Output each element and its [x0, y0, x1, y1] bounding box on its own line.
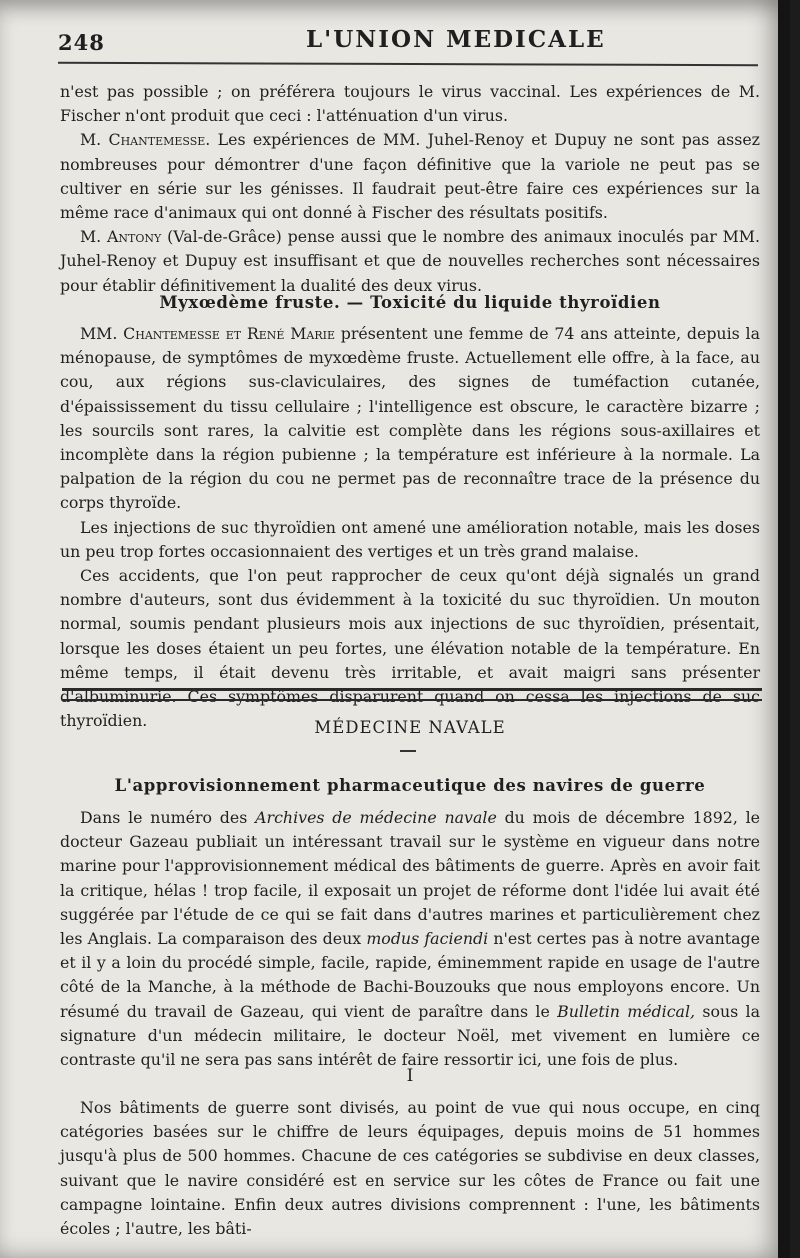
paragraph: Les injections de suc thyroïdien ont amené une amélioration notable, mais les doses un peu trop fortes occasionnaient des vertiges et un très grand malaise. — [60, 517, 760, 561]
journal-title: L'UNION MEDICALE — [306, 26, 606, 53]
paragraph: Nos bâtiments de guerre sont divisés, au point de vue qui nous occupe, en cinq catégories basées sur le chiffre de leurs équipages, depuis moins de 51 hommes jusqu'à plus de 500 hommes. Chacune de ces catégories se subdivise en deux classes, suivant que le navire considéré est en service sur les côtes de France ou fait une campagne lointaine. Enfin deux autres divisions comprennent : l'une, les bâtiments écoles ; l'autre, les bâti- — [60, 1098, 760, 1239]
italic-title: Archives de médecine navale — [255, 808, 497, 827]
section-divider — [62, 688, 762, 701]
italic-title: Bulletin médical, — [557, 1001, 696, 1021]
article-title: L'approvisionnement pharmaceutique des navires de guerre — [114, 776, 706, 795]
text-run: sous la signature d'un médecin militaire, le docteur Noël, met vivement en lumière ce contraste qu'il ne sera pas sans intérêt de faire ressortir ici, une fois de plus. — [60, 1001, 761, 1070]
article-intro — [60, 806, 760, 1072]
myxoedeme-block — [60, 322, 760, 733]
header-rule — [58, 62, 758, 66]
section-numeral: I — [406, 1066, 414, 1086]
paragraph — [60, 225, 760, 298]
page-edge-shadow — [778, 0, 790, 1258]
paragraph: Ces accidents, que l'on peut rapprocher de ceux qu'ont déjà signalés un grand nombre d'auteurs, sont dus évidemment à la toxicité du suc thyroïdien. Un mouton normal, soumis pendant plusieurs mois aux injections de suc thyroïdien, présentait, lorsque les doses étaient un peu fortes, une élévation notable de la température. En même temps, il était devenu très irritable, et avait maigri sans présenter d'albuminurie. Ces symptômes disparurent quand on cessa les injections de suc thyroïdien. — [60, 566, 760, 731]
paragraph-text: (Val-de-Grâce) pense aussi que le nombre des animaux inoculés par MM. Juhel-Renoy et Dupuy est insuffisant et que de nouvelles recherches sont nécessaires pour établir définitivement la dualité des deux virus. — [60, 227, 760, 295]
text-run: du mois de décembre 1892, le docteur Gazeau publiait un intéressant travail sur le système en vigueur dans notre marine pour l'approvisionnement médical des bâtiments de guerre. Après en avoir fait la critique, hélas ! trop facile, il exposait un projet de réforme dont l'idée lui avait été suggérée par l'étude de ce qui se fait dans d'autres marines et particulièrement chez les Anglais. La comparaison des deux — [60, 808, 761, 949]
discussion-block — [60, 80, 760, 298]
text-run: n'est certes pas à notre avantage et il y a loin du procédé simple, facile, rapide, éminemment rapide en usage de l'autre côté de la Manche, à la méthode de Bachi-Bouzouks que nous employons encore. Un résumé du travail de Gazeau, qui vient de paraître dans le — [60, 929, 760, 1021]
section-title: Myxœdème fruste. — Toxicité du liquide thyroïdien — [159, 293, 661, 312]
rubric-heading: MÉDECINE NAVALE — [314, 718, 506, 737]
page-number: 248 — [58, 30, 105, 55]
paragraph-text: présentent une femme de 74 ans atteinte, depuis la ménopause, de symptômes de myxœdème fruste. Actuellement elle offre, à la face, au cou, aux régions sus-claviculaires, des signes de tuméfaction cutanée, d'épaississement du tissu cellulaire ; l'intelligence est obscure, le caractère bizarre ; les sourcils sont rares, la calvitie est complète dans les régions sous-axillaires et incomplète dans la région pubienne ; la température est inférieure à la normale. La palpation de la région du cou ne permet pas de reconnaître trace de la présence du corps thyroïde. — [60, 324, 760, 513]
running-header — [58, 18, 758, 62]
heading-dash — [400, 750, 416, 752]
paragraph-text: Les expériences de MM. Juhel-Renoy et Dupuy ne sont pas assez nombreuses pour démontrer d'une façon définitive que la variole ne peut pas se cultiver en série sur les génisses. Il faudrait peut-être faire ces expériences sur la même race d'animaux qui ont donné à Fischer des résultats positifs. — [60, 130, 760, 223]
italic-phrase: modus faciendi — [366, 929, 489, 949]
article-section-one — [60, 1096, 760, 1241]
paragraph: n'est pas possible ; on préférera toujours le virus vaccinal. Les expériences de M. Fischer n'ont produit que ceci : l'atténuation d'un virus. — [60, 82, 760, 126]
paragraph — [60, 322, 760, 516]
paragraph — [60, 128, 760, 225]
speaker-name: M. Antony — [80, 227, 162, 247]
author-names: MM. Chantemesse et René Marie — [80, 324, 335, 343]
text-run: Dans le numéro des — [80, 808, 248, 827]
speaker-name: M. Chantemesse. — [80, 130, 211, 150]
paragraph — [60, 806, 760, 1072]
